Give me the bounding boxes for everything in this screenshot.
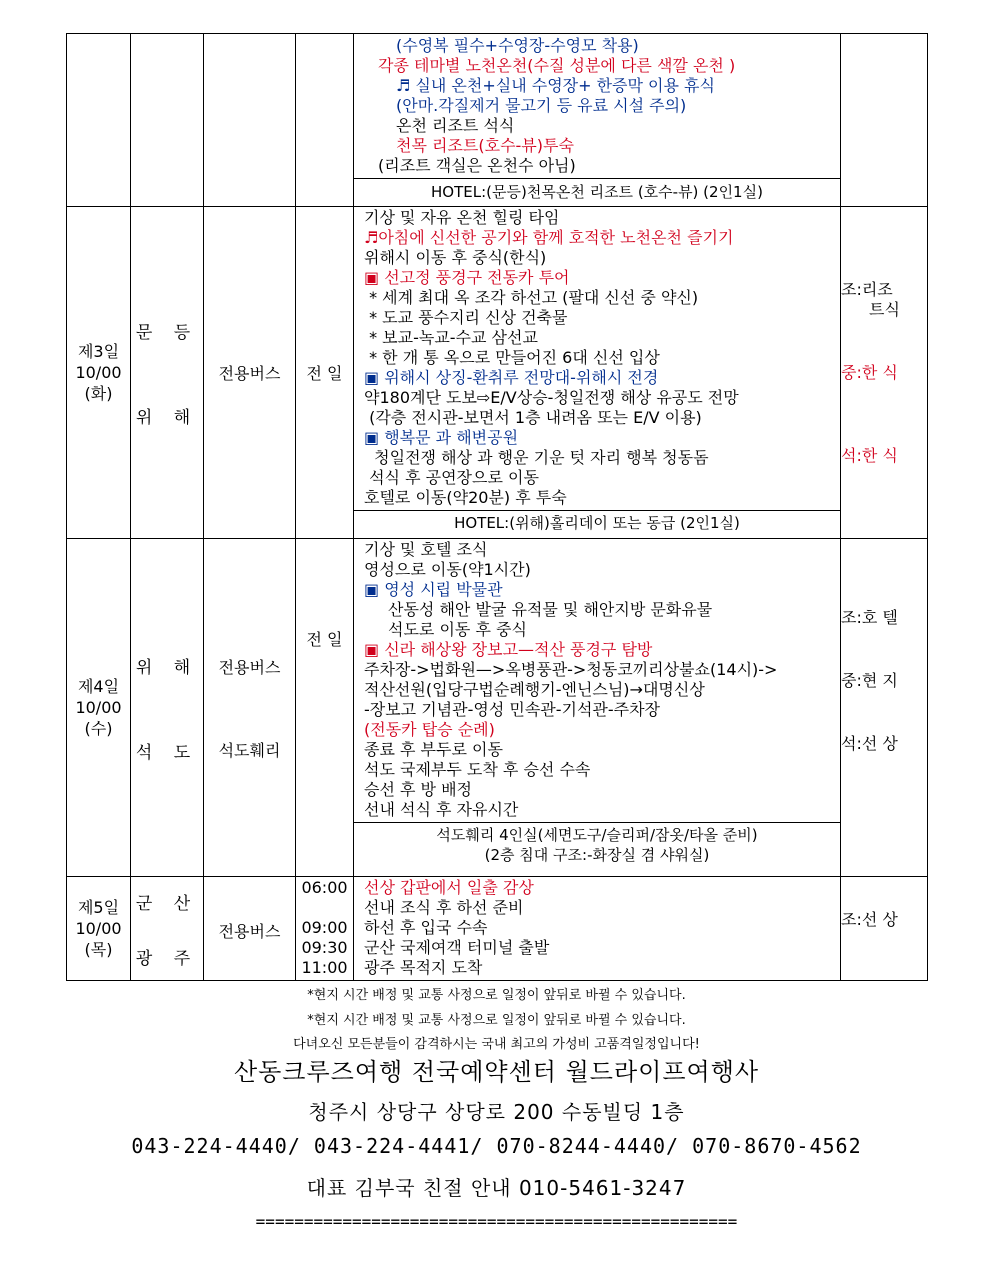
itinerary-table	[66, 33, 928, 981]
schedule-line: * 도교 풍수지리 신상 건축물	[364, 308, 568, 327]
transport-label-ferry: 석도훼리	[218, 740, 281, 760]
schedule-line: 기상 및 호텔 조식	[364, 540, 488, 559]
time-label: 전 일	[306, 364, 343, 383]
transport-cell	[204, 207, 296, 539]
day-date: 10/00	[75, 363, 122, 382]
day-date: 10/00	[75, 919, 122, 938]
schedule-line: 선내 조식 후 하선 준비	[364, 898, 524, 917]
company-address: 청주시 상당구 상당로 200 수동빌딩 1층	[308, 1100, 685, 1124]
schedule-lines	[354, 207, 840, 510]
transport-cell	[204, 877, 296, 981]
schedule-line: (각층 전시관-보면서 1층 내려옴 또는 E/V 이용)	[364, 408, 702, 427]
place-cell	[131, 877, 204, 981]
day-weekday: (수)	[84, 719, 113, 738]
meal-cell	[841, 207, 928, 539]
meal-cell	[841, 34, 928, 207]
schedule-line: 선내 석식 후 자유시간	[364, 800, 519, 819]
notice-1: *현지 시간 배정 및 교통 사정으로 일정이 앞뒤로 바뀔 수 있습니다.	[307, 988, 686, 1003]
hotel-info: HOTEL:(위해)홀리데이 또는 동급 (2인1실)	[354, 510, 840, 536]
schedule-line: * 한 개 통 옥으로 만들어진 6대 신선 입상	[364, 348, 660, 367]
place-to: 석 도	[135, 742, 199, 763]
transport-label: 전용버스	[218, 657, 281, 677]
schedule-line: ▣ 선고정 풍경구 전동카 투어	[364, 268, 570, 287]
schedule-lines	[354, 34, 840, 178]
schedule-line: (리조트 객실은 온천수 아님)	[378, 156, 576, 175]
day-number: 제5일	[77, 898, 120, 917]
time-cell	[296, 207, 354, 539]
schedule-cell	[354, 539, 841, 877]
schedule-line: ▣ 행복문 과 해변공원	[364, 428, 519, 447]
place-to: 위 해	[135, 407, 199, 428]
time-cell	[296, 539, 354, 877]
hotel-info: HOTEL:(문등)천목온천 리조트 (호수-뷰) (2인1실)	[354, 178, 840, 206]
time-label: 전 일	[306, 630, 343, 649]
schedule-line: 위해시 이동 후 중식(한식)	[364, 248, 547, 267]
time-entry: 06:00	[301, 878, 348, 897]
schedule-line: 각종 테마별 노천온천(수질 성분에 다른 색깔 온천 )	[378, 56, 736, 75]
place-from: 군 산	[135, 893, 199, 914]
place-cell	[131, 34, 204, 207]
schedule-cell	[354, 877, 841, 981]
meal-breakfast: 조:리조	[841, 279, 893, 299]
time-entry	[296, 898, 353, 918]
schedule-line: 석도로 이동 후 중식	[388, 620, 527, 639]
itinerary-row-day4	[67, 539, 928, 877]
schedule-line: * 보교-녹교-수교 삼선교	[364, 328, 538, 347]
schedule-line: 약180계단 도보⇨E/V상승-청일전쟁 해상 유공도 전망	[364, 388, 739, 407]
schedule-line: (수영복 필수+수영장-수영모 착용)	[396, 36, 639, 55]
schedule-line: 하선 후 입국 수속	[364, 918, 488, 937]
day-weekday: (화)	[84, 384, 113, 403]
meal-breakfast: 조:선 상	[841, 910, 898, 929]
transport-label: 전용버스	[218, 922, 281, 941]
day-cell	[67, 877, 131, 981]
transport-label: 전용버스	[218, 364, 281, 383]
notice-2: *현지 시간 배정 및 교통 사정으로 일정이 앞뒤로 바뀔 수 있습니다.	[307, 1013, 686, 1028]
time-cell	[296, 34, 354, 207]
schedule-line: 승선 후 방 배정	[364, 780, 472, 799]
schedule-lines	[354, 877, 840, 980]
schedule-line: 적산선원(입당구법순례행기-엔닌스님)→대명신상	[364, 680, 705, 699]
schedule-cell	[354, 34, 841, 207]
day-cell	[67, 34, 131, 207]
hotel-line-1: 석도훼리 4인실(세면도구/슬리퍼/잠옷/타올 준비)	[436, 826, 758, 844]
schedule-line: (안마.각질제거 물고기 등 유료 시설 주의)	[396, 96, 687, 115]
company-name: 산동크루즈여행 전국예약센터 월드라이프여행사	[233, 1058, 760, 1086]
transport-cell	[204, 539, 296, 877]
meal-cell	[841, 877, 928, 981]
time-entry: 09:00	[301, 918, 348, 937]
meal-lunch: 중:한 식	[841, 362, 898, 382]
schedule-line: ♬아침에 신선한 공기와 함께 호적한 노천온천 즐기기	[364, 228, 734, 247]
place-cell	[131, 207, 204, 539]
schedule-line: 영성으로 이동(약1시간)	[364, 560, 531, 579]
transport-cell	[204, 34, 296, 207]
day-number: 제4일	[77, 677, 120, 696]
schedule-line: 석식 후 공연장으로 이동	[364, 468, 539, 487]
schedule-line: 기상 및 자유 온천 힐링 타임	[364, 208, 560, 227]
itinerary-row-day5	[67, 877, 928, 981]
meal-breakfast-cont: 트식	[869, 299, 900, 319]
day-number: 제3일	[77, 342, 120, 361]
meal-dinner: 석:한 식	[841, 445, 898, 465]
meal-cell	[841, 539, 928, 877]
schedule-line: -장보고 기념관-영성 민속관-기석관-주차장	[364, 700, 661, 719]
company-phones: 043-224-4440/ 043-224-4441/ 070-8244-4440/ 070-8670-4562	[131, 1134, 862, 1158]
time-entry: 11:00	[301, 958, 348, 977]
schedule-line: 선상 갑판에서 일출 감상	[364, 878, 534, 897]
schedule-line: 석도 국제부두 도착 후 승선 수속	[364, 760, 591, 779]
schedule-lines	[354, 539, 840, 822]
place-to: 광 주	[135, 948, 199, 969]
hotel-info	[354, 822, 840, 867]
schedule-line: ▣ 영성 시립 박물관	[364, 580, 503, 599]
place-cell	[131, 539, 204, 877]
schedule-line: ▣ 위해시 상징-환취루 전망대-위해시 전경	[364, 368, 659, 387]
day-weekday: (목)	[84, 940, 113, 959]
schedule-line: 호텔로 이동(약20분) 후 투숙	[364, 488, 567, 507]
itinerary-row-day2-cont	[67, 34, 928, 207]
schedule-line: * 세계 최대 옥 조각 하선고 (팔대 신선 중 약신)	[364, 288, 699, 307]
schedule-line: 청일전쟁 해상 과 행운 기운 텃 자리 행복 청동돔	[364, 448, 709, 467]
meal-lunch: 중:현 지	[841, 671, 898, 690]
schedule-line: 군산 국제여객 터미널 출발	[364, 938, 550, 957]
schedule-line: 주차장->법화원—>옥병풍관->청동코끼리상불쇼(14시)->	[364, 660, 778, 679]
place-from: 문 등	[135, 322, 199, 343]
notice-3: 다녀오신 모든분들이 감격하시는 국내 최고의 가성비 고품격일정입니다!	[293, 1037, 700, 1052]
representative-contact: 대표 김부국 친절 안내 010-5461-3247	[306, 1176, 687, 1200]
time-list	[296, 877, 353, 978]
schedule-line: ▣ 신라 해상왕 장보고—적산 풍경구 탐방	[364, 640, 653, 659]
place-from: 위 해	[135, 657, 199, 678]
meal-breakfast: 조:호 텔	[841, 608, 898, 627]
schedule-line: (전동카 탑승 순례)	[364, 720, 495, 739]
schedule-line: 천목 리조트(호수-뷰)투숙	[396, 136, 574, 155]
day-date: 10/00	[75, 698, 122, 717]
hotel-line-2: (2층 침대 구조:-화장실 겸 샤워실)	[484, 846, 710, 864]
itinerary-row-day3	[67, 207, 928, 539]
time-entry: 09:30	[301, 938, 348, 957]
day-cell	[67, 539, 131, 877]
schedule-line: ♬ 실내 온천+실내 수영장+ 한증막 이용 휴식	[396, 76, 715, 95]
footer-divider: ==================================================	[255, 1212, 738, 1231]
day-cell	[67, 207, 131, 539]
schedule-cell	[354, 207, 841, 539]
schedule-line: 종료 후 부두로 이동	[364, 740, 503, 759]
meal-dinner: 석:선 상	[841, 734, 898, 753]
schedule-line: 산동성 해안 발굴 유적물 및 해안지방 문화유물	[388, 600, 713, 619]
time-cell	[296, 877, 354, 981]
schedule-line: 광주 목적지 도착	[364, 958, 483, 977]
schedule-line: 온천 리조트 석식	[396, 116, 515, 135]
